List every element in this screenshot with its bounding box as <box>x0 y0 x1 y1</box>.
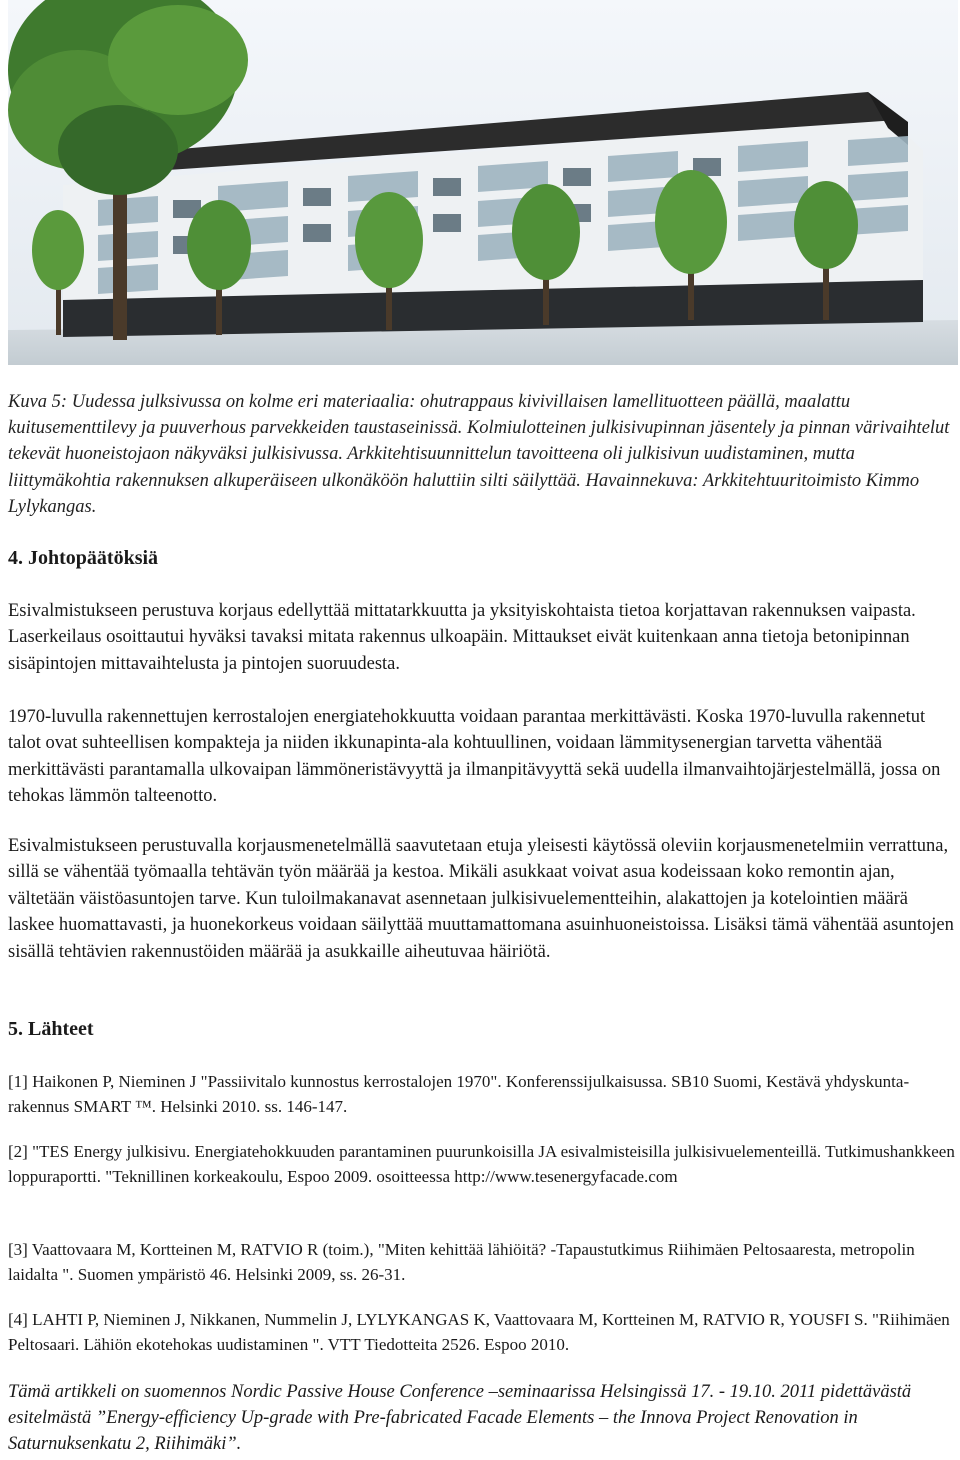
reference-4: [4] LAHTI P, Nieminen J, Nikkanen, Nummelin J, LYLYKANGAS K, Vaattovaara M, Kortteinen M, RATVIO R, YOUSFI S. "Riihimäen Peltosaari. Lähiön ekotehokas uudistaminen ". VTT Tiedotteita 2526. Espoo 2010. <box>8 1310 950 1354</box>
building-rendering-image <box>8 0 958 365</box>
building-rendering-svg <box>8 0 958 365</box>
conclusion-paragraph-1: Esivalmistukseen perustuva korjaus edellyttää mittatarkkuutta ja yksityiskohtaista tietoa korjattavan rakennuksen vaipasta. Laserkeilaus osoittautui hyväksi tavaksi mitata rakennus ulkoapäin. Mittaukset eivät kuitenkaan anna tietoja betonipinnan sisäpintojen mittavaihtelusta ja pintojen suoruudesta. <box>8 601 916 674</box>
conclusion-paragraph-2: 1970-luvulla rakennettujen kerrostalojen energiatehokkuutta voidaan parantaa merkittävästi. Koska 1970-luvulla rakennetut talot ovat suhteellisen kompakteja ja niiden ikkunapinta-ala kohtuullinen, voidaan lämmitysenergian tarvetta vähentää merkittävästi parantamalla ulkovaipan lämmöneristävyyttä ja ilmanpitävyyttä sekä uudella ilmanvaihtojärjestelmällä, jossa on tehokas lämmön talteenotto. <box>8 707 941 807</box>
translation-footnote: Tämä artikkeli on suomennos Nordic Passive House Conference –seminaarissa Helsingissä 17. - 19.10. 2011 pidettävästä esitelmästä ”Energy-efficiency Up-grade with Pre-fabricated Facade Elements – the Innova Project Renovation in Saturnuksenkatu 2, Riihimäki”. <box>8 1382 912 1455</box>
section-5-heading: 5. Lähteet <box>8 1018 94 1040</box>
reference-2: [2] "TES Energy julkisivu. Energiatehokkuuden parantaminen puurunkoisilla JA esivalmisteisilla julkisivuelementeillä. Tutkimushankkeen loppuraportti. "Teknillinen korkeakoulu, Espoo 2009. osoitteessa http://www.tesenergyfacade.com <box>8 1142 955 1186</box>
conclusion-paragraph-3: Esivalmistukseen perustuvalla korjausmenetelmällä saavutetaan etuja yleisesti käytössä oleviin korjausmenetelmiin verrattuna, sillä se vähentää työmaalla tehtävän työn määrää ja kestoa. Mikäli asukkaat voivat asua kodeissaan koko remontin ajan, vältetään väistöasuntojen tarve. Kun tuloilmakanavat asennetaan julkisivuelementteihin, alakattojen ja kotelointien määrä laskee huomattavasti, ja huonekorkeus voidaan säilyttää muuttamattomana asuinhuoneistoissa. Lisäksi tämä vähentää asuntojen sisällä tehtävien rakennustöiden määrää ja asukkaille aiheutuvaa häiriötä. <box>8 836 954 962</box>
figure-caption: Kuva 5: Uudessa julksivussa on kolme eri materiaalia: ohutrappaus kivivillaisen lamellituotteen päällä, maalattu kuitusementtilevy ja puuverhous parvekkeiden taustaseinissä. Kolmiulotteinen julkisivupinnan jäsentely ja pinnan värivaihtelut tekevät huoneistojaon näkyväksi julkisivussa. Arkkitehtisuunnittelun tavoitteena oli julkisivun uudistaminen, mutta liittymäkohtia rakennuksen alkuperäiseen ulkonäköön haluttiin silti säilyttää. Havainnekuva: Arkkitehtuuritoimisto Kimmo Lylykangas. <box>8 392 950 517</box>
reference-1: [1] Haikonen P, Nieminen J "Passiivitalo kunnostus kerrostalojen 1970". Konferenssijulkaisussa. SB10 Suomi, Kestävä yhdyskunta-rakennus SMART ™. Helsinki 2010. ss. 146-147. <box>8 1072 910 1116</box>
section-4-heading: 4. Johtopäätöksiä <box>8 547 159 569</box>
reference-3: [3] Vaattovaara M, Kortteinen M, RATVIO R (toim.), "Miten kehittää lähiöitä? -Tapaustutkimus Riihimäen Peltosaaresta, metropolin laidalta ". Suomen ympäristö 46. Helsinki 2009, ss. 26-31. <box>8 1240 915 1284</box>
